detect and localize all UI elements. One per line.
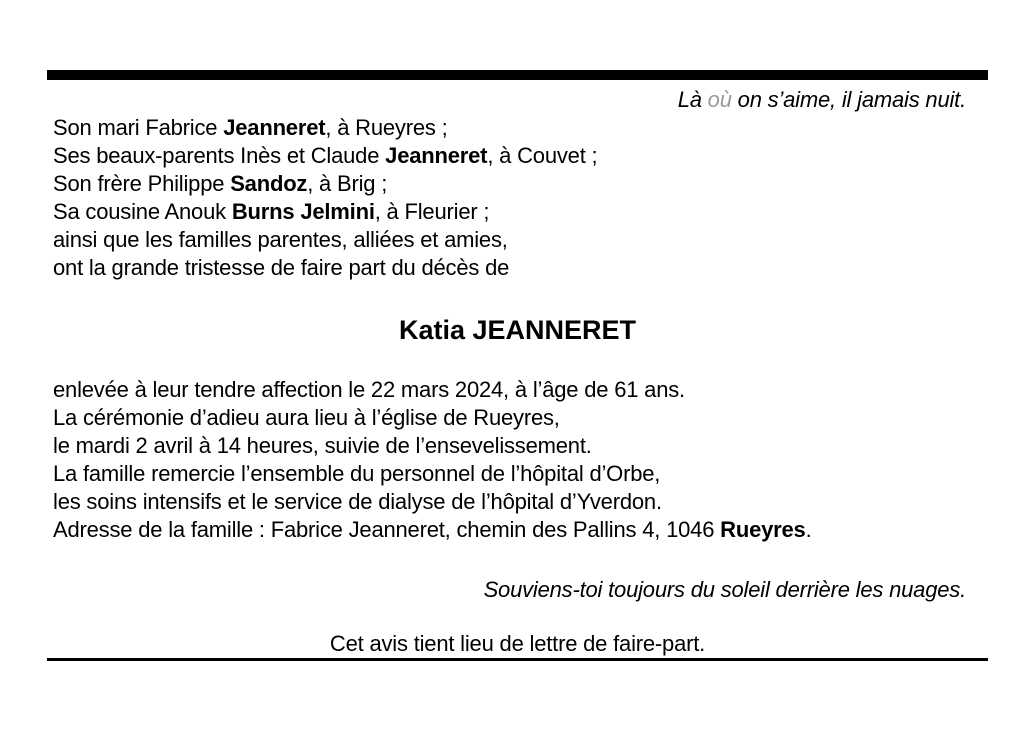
epigraph-muted-word: où	[707, 87, 732, 112]
announcement-line-text: La cérémonie d’adieu aura lieu à l’église de Rueyres,	[53, 405, 560, 430]
announcement-line-text: enlevée à leur tendre affection le 22 mars 2024, à l’âge de 61 ans.	[53, 377, 685, 402]
announcement-lines	[47, 376, 988, 544]
announcement-line-text: La famille remercie l’ensemble du personnel de l’hôpital d’Orbe,	[53, 461, 661, 486]
family-line-text: , à Fleurier ;	[374, 199, 490, 224]
family-line-text: Sa cousine Anouk	[53, 199, 232, 224]
family-name-bold: Jeanneret	[223, 115, 326, 140]
family-line-text: , à Brig ;	[307, 171, 388, 196]
family-line-text: ont la grande tristesse de faire part du décès de	[53, 255, 510, 280]
bottom-rule	[47, 658, 988, 661]
family-name-bold: Sandoz	[230, 171, 308, 196]
announcement-line-text: les soins intensifs et le service de dialyse de l’hôpital d’Yverdon.	[53, 489, 662, 514]
announcement-bold: Rueyres	[720, 517, 806, 542]
footer-note: Cet avis tient lieu de lettre de faire-part.	[329, 631, 706, 656]
family-line-text: Son frère Philippe	[53, 171, 231, 196]
deceased-name: Katia JEANNERET	[398, 315, 637, 345]
family-line-text: , à Couvet ;	[487, 143, 598, 168]
announcement-line	[53, 488, 988, 516]
family-line	[53, 226, 988, 254]
family-line-text: Son mari Fabrice	[53, 115, 224, 140]
opening-epigraph	[47, 86, 988, 114]
family-line	[53, 198, 988, 226]
family-line	[53, 254, 988, 282]
notice-content	[47, 70, 988, 661]
closing-epigraph: Souviens-toi toujours du soleil derrière les nuages.	[483, 577, 966, 602]
family-lines	[47, 114, 988, 282]
top-rule	[47, 70, 988, 80]
epigraph-suffix: on s’aime, il jamais nuit.	[731, 87, 966, 112]
announcement-line	[53, 516, 988, 544]
family-line	[53, 114, 988, 142]
announcement-line-text: le mardi 2 avril à 14 heures, suivie de l’ensevelissement.	[53, 433, 592, 458]
family-line	[53, 170, 988, 198]
announcement-line-text: Adresse de la famille : Fabrice Jeanneret, chemin des Pallins 4, 1046	[53, 517, 721, 542]
family-line-text: , à Rueyres ;	[325, 115, 448, 140]
family-line-text: Ses beaux-parents Inès et Claude	[53, 143, 386, 168]
announcement-line	[53, 432, 988, 460]
family-line-text: ainsi que les familles parentes, alliées et amies,	[53, 227, 508, 252]
epigraph-prefix: Là	[677, 87, 708, 112]
family-name-bold: Jeanneret	[385, 143, 488, 168]
family-line	[53, 142, 988, 170]
announcement-line	[53, 376, 988, 404]
announcement-line-text: .	[805, 517, 812, 542]
announcement-line	[53, 404, 988, 432]
family-name-bold: Burns Jelmini	[231, 199, 375, 224]
announcement-line	[53, 460, 988, 488]
